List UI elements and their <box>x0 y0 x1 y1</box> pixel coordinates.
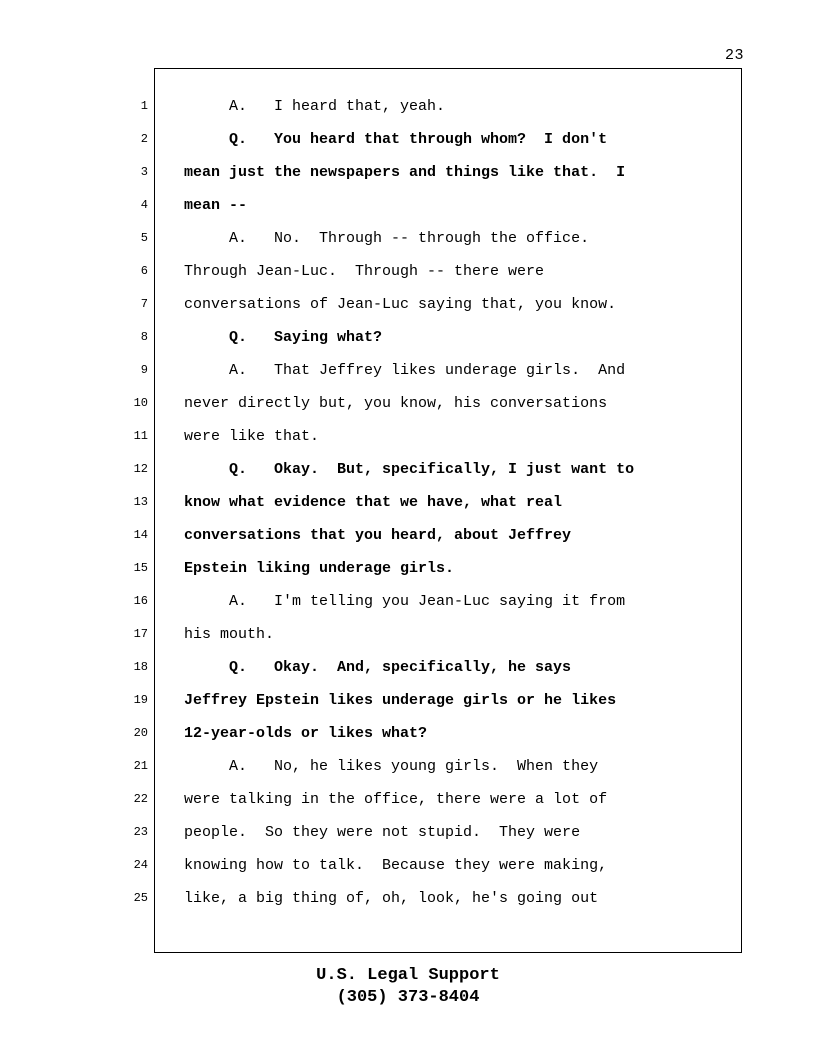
question-line: Q. Saying what? <box>184 329 383 346</box>
line-number: 13 <box>133 495 148 509</box>
line-number: 3 <box>140 165 148 179</box>
line-number: 21 <box>133 759 148 773</box>
line-number: 11 <box>133 429 148 443</box>
question-line: Q. You heard that through whom? I don't <box>184 131 608 148</box>
line-number: 1 <box>140 99 148 113</box>
question-line: mean just the newspapers and things like that. I <box>184 164 626 181</box>
question-line: 12-year-olds or likes what? <box>184 725 428 742</box>
answer-line: were talking in the office, there were a lot of <box>184 791 608 808</box>
answer-line: were like that. <box>184 428 320 445</box>
footer-phone: (305) 373-8404 <box>336 988 480 1007</box>
page-number: 23 <box>724 47 744 64</box>
answer-line: A. No. Through -- through the office. <box>184 230 590 247</box>
line-number: 10 <box>133 396 148 410</box>
answer-line: people. So they were not stupid. They were <box>184 824 581 841</box>
answer-line: A. No, he likes young girls. When they <box>184 758 599 775</box>
line-number: 22 <box>133 792 148 806</box>
line-number: 9 <box>140 363 148 377</box>
line-number: 24 <box>133 858 148 872</box>
answer-line: knowing how to talk. Because they were making, <box>184 857 608 874</box>
answer-line: A. I heard that, yeah. <box>184 98 446 115</box>
answer-line: conversations of Jean-Luc saying that, you know. <box>184 296 617 313</box>
line-number: 16 <box>133 594 148 608</box>
line-number: 8 <box>140 330 148 344</box>
line-number: 15 <box>133 561 148 575</box>
question-line: conversations that you heard, about Jeffrey <box>184 527 572 544</box>
question-line: Epstein liking underage girls. <box>184 560 455 577</box>
line-number: 20 <box>133 726 148 740</box>
line-number: 12 <box>133 462 148 476</box>
answer-line: like, a big thing of, oh, look, he's going out <box>184 890 599 907</box>
line-number: 18 <box>133 660 148 674</box>
answer-line: never directly but, you know, his conversations <box>184 395 608 412</box>
line-number: 14 <box>133 528 148 542</box>
line-number: 6 <box>140 264 148 278</box>
answer-line: Through Jean-Luc. Through -- there were <box>184 263 545 280</box>
question-line: know what evidence that we have, what real <box>184 494 563 511</box>
question-line: mean -- <box>184 197 248 214</box>
line-number: 7 <box>140 297 148 311</box>
answer-line: A. That Jeffrey likes underage girls. And <box>184 362 626 379</box>
answer-line: his mouth. <box>184 626 275 643</box>
line-number: 4 <box>140 198 148 212</box>
line-number: 5 <box>140 231 148 245</box>
line-number: 23 <box>133 825 148 839</box>
question-line: Q. Okay. And, specifically, he says <box>184 659 572 676</box>
line-number: 19 <box>133 693 148 707</box>
line-number: 25 <box>133 891 148 905</box>
footer-company: U.S. Legal Support <box>316 966 500 985</box>
line-number: 17 <box>133 627 148 641</box>
answer-line: A. I'm telling you Jean-Luc saying it from <box>184 593 626 610</box>
question-line: Jeffrey Epstein likes underage girls or he likes <box>184 692 617 709</box>
question-line: Q. Okay. But, specifically, I just want to <box>184 461 635 478</box>
line-number: 2 <box>140 132 148 146</box>
